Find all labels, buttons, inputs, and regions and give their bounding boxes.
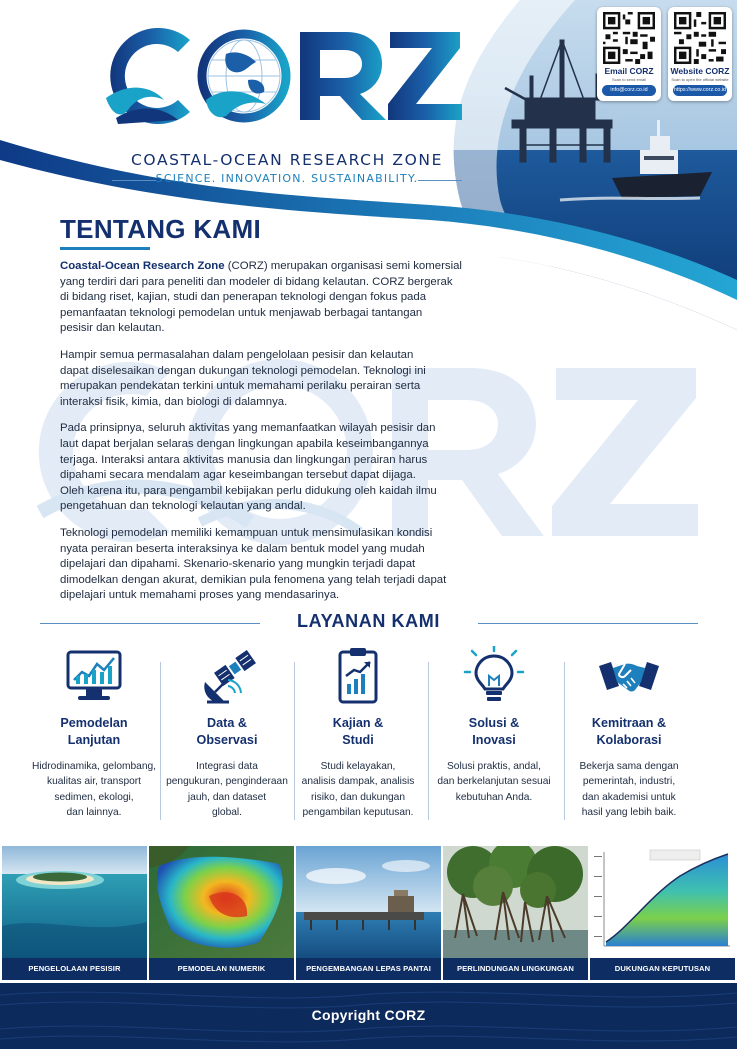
logo-wordmark: [98, 20, 468, 132]
service-name: Data & Observasi: [196, 716, 258, 747]
about-paragraph-1: [60, 259, 478, 337]
about-body: [60, 259, 478, 615]
photo-caption: PENGELOLAAN PESISIR: [2, 958, 147, 980]
website-qr-title: Website CORZ: [670, 66, 730, 76]
photo-environmental-protection: [443, 846, 588, 980]
qr-code-icon: [674, 12, 726, 64]
photo-offshore-development: [296, 846, 441, 980]
photo-caption: DUKUNGAN KEPUTUSAN: [590, 958, 735, 980]
footer: [0, 983, 737, 1049]
service-partnership: [556, 642, 702, 832]
service-name: Solusi & Inovasi: [468, 716, 520, 747]
about-paragraph-4: Teknologi pemodelan memiliki kemampuan untuk mensimulasikan kondisi nyata perairan beserta interaksinya ke dalam bentuk model yang mudah dipelajari dan dipahami. Skenario-skenario yang mungkin terjadi dapat dimodelkan dengan akurat, demikian pula fenomena yang telah terjadi dapat dipelajari untuk memahami proses yang mendasarinya.: [60, 526, 447, 602]
about-title: TENTANG KAMI: [60, 214, 261, 244]
handshake-icon: [597, 646, 661, 706]
website-qr-note: Scan to open the official website: [671, 77, 729, 82]
service-study: [285, 642, 431, 832]
organization-name: COASTAL-OCEAN RESEARCH ZONE: [131, 151, 443, 169]
service-modelling: [21, 642, 167, 832]
photo-caption: PENGEMBANGAN LEPAS PANTAI: [296, 958, 441, 980]
mangrove-photo: [443, 846, 588, 958]
corz-logo: [98, 20, 468, 190]
about-paragraph-3: Pada prinsipnya, seluruh aktivitas yang memanfaatkan wilayah pesisir dan laut dapat berjalan selaras dengan lingkungan apabila keseimbangannya terjaga. Interaksi antara aktivitas manusia dan lingkungan perairan harus dipahami secara mendalam agar keseimbangan tersebut dapat dijaga. Oleh karena itu, para pengambil kebijakan perlu didukung oleh kaidah ilmu pengetahuan dan teknologi kelautan yang andal.: [60, 422, 437, 513]
service-name: Kajian & Studi: [332, 716, 384, 747]
copyright-text: Copyright CORZ: [311, 1007, 426, 1023]
website-qr-card[interactable]: [668, 7, 732, 101]
service-desc: Bekerja sama dengan pemerintah, industri, dan akademisi untuk hasil yang lebih baik.: [579, 761, 679, 819]
model-map-photo: [149, 846, 294, 958]
organization-tagline: SCIENCE. INNOVATION. SUSTAINABILITY.: [155, 172, 419, 185]
photo-numerical-modelling: [149, 846, 294, 980]
jetty-photo: [296, 846, 441, 958]
email-qr-card[interactable]: [597, 7, 661, 101]
service-name: Pemodelan Lanjutan: [60, 716, 128, 747]
photo-coastal-management: [2, 846, 147, 980]
service-desc: Studi kelayakan, analisis dampak, analisis risiko, dan dukungan pengambilan keputusan.: [301, 761, 415, 819]
photo-caption: PERLINDUNGAN LINGKUNGAN: [443, 958, 588, 980]
service-desc: Solusi praktis, andal, dan berkelanjutan sesuai kebutuhan Anda.: [437, 761, 551, 803]
service-solution: [421, 642, 567, 832]
monitor-chart-icon: [62, 646, 126, 706]
email-qr-title: Email CORZ: [604, 66, 654, 76]
lightbulb-icon: [462, 646, 526, 706]
service-data-observation: [154, 642, 300, 832]
services-title: LAYANAN KAMI: [297, 611, 440, 631]
about-lead: Coastal-Ocean Research Zone: [60, 260, 225, 272]
service-desc: Hidrodinamika, gelombang, kualitas air, transport sedimen, ekologi, dan lainnya.: [31, 761, 157, 819]
qr-code-icon: [603, 12, 655, 64]
website-url[interactable]: https://www.corz.co.id: [673, 85, 727, 96]
about-paragraph-1-text: (CORZ) merupakan organisasi semi komersial yang terdiri dari para peneliti dan modeler di bidang kelautan. CORZ bergerak di bidang riset, kajian, studi dan penerapan teknologi dengan fokus pada pemanfaatan teknologi pemodelan untuk menjawab berbagai tantangan pesisir dan kelautan.: [60, 260, 462, 335]
about-title-underline: [60, 247, 150, 250]
satellite-icon: [195, 646, 259, 706]
service-name: Kemitraan & Kolaborasi: [591, 716, 667, 747]
photo-caption: PEMODELAN NUMERIK: [149, 958, 294, 980]
photo-decision-support: [590, 846, 735, 980]
service-desc: Integrasi data pengukuran, penginderaan jauh, dan dataset global.: [166, 761, 288, 819]
photo-gallery: [0, 846, 737, 980]
email-qr-note: Scan to send email: [611, 77, 647, 82]
email-address[interactable]: info@corz.co.id: [602, 85, 656, 96]
model-graph-photo: [590, 846, 735, 958]
clipboard-chart-icon: [326, 646, 390, 706]
island-photo: [2, 846, 147, 958]
about-paragraph-2: Hampir semua permasalahan dalam pengelolaan pesisir dan kelautan dapat diselesaikan dengan dukungan teknologi pemodelan. Teknologi ini merupakan pendekatan terkini untuk memahami perilaku perairan serta interaksi fisik, kimia, dan biologi di dalamnya.: [60, 348, 426, 408]
